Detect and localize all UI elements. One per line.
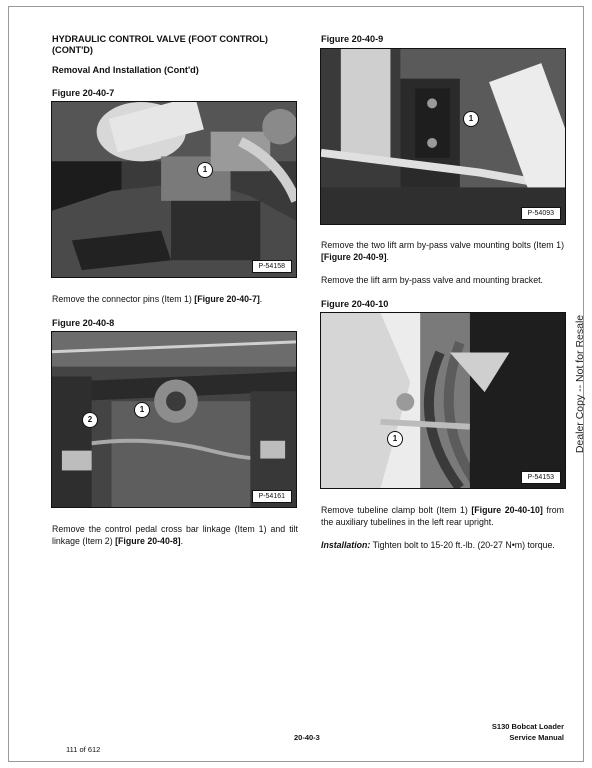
paragraph-text: Tighten bolt to 15-20 ft.-lb. (20-27 N•m) torque. xyxy=(370,540,555,550)
paragraph-end: . xyxy=(386,251,389,262)
callout-2: 2 xyxy=(82,412,98,428)
paragraph-text: Remove tubeline clamp bolt (Item 1) xyxy=(321,505,472,515)
paragraph-text: Remove the two lift arm by-pass valve mounting bolts (Item 1) xyxy=(321,240,564,250)
section-subtitle: Removal And Installation (Cont'd) xyxy=(52,65,199,75)
paragraph-tubeline-clamp xyxy=(321,505,564,528)
figure-label-7: Figure 20-40-7 xyxy=(52,88,115,98)
callout-1: 1 xyxy=(134,402,150,418)
page-count: 111 of 612 xyxy=(66,745,101,754)
photo-tag: P-54153 xyxy=(521,471,561,484)
figure-label-9: Figure 20-40-9 xyxy=(321,34,384,44)
paragraph-end: . xyxy=(259,294,263,304)
manual-title: S130 Bobcat Loader xyxy=(491,722,564,731)
paragraph-connector-pins xyxy=(52,294,298,306)
paragraph-text: Remove the control pedal cross bar linkage (Item 1) and tilt linkage (Item 2) xyxy=(52,524,298,546)
paragraph-installation xyxy=(321,540,564,552)
figure-reference: [Figure 20-40-9] xyxy=(321,251,387,262)
manual-subtitle: Service Manual xyxy=(509,733,564,742)
figure-photo-10 xyxy=(320,312,566,489)
figure-label-8: Figure 20-40-8 xyxy=(52,318,115,328)
installation-label: Installation: xyxy=(321,540,371,550)
paragraph-bypass-bracket: Remove the lift arm by-pass valve and mounting bracket. xyxy=(321,275,543,285)
callout-1: 1 xyxy=(197,162,213,178)
photo-bypass-valve xyxy=(321,49,565,224)
photo-tag: P-54161 xyxy=(252,490,292,503)
callout-1: 1 xyxy=(387,431,403,447)
paragraph-text: Remove the connector pins (Item 1) xyxy=(52,294,195,304)
figure-reference: [Figure 20-40-10] xyxy=(471,505,543,515)
section-title: HYDRAULIC CONTROL VALVE (FOOT CONTROL) (CONT'D) xyxy=(52,34,268,55)
photo-tag: P-54093 xyxy=(521,207,561,220)
page-number: 20-40-3 xyxy=(294,733,320,742)
side-watermark: Dealer Copy -- Not for Resale xyxy=(574,314,586,454)
figure-reference: [Figure 20-40-8] xyxy=(115,535,181,546)
paragraph-end: from the auxiliary tubelines in the left rear upright. xyxy=(321,505,564,527)
photo-tubeline-clamp xyxy=(321,313,565,488)
figure-photo-8 xyxy=(51,331,297,508)
paragraph-end: . xyxy=(180,535,184,546)
figure-photo-7 xyxy=(51,101,297,278)
paragraph-pedal-linkage xyxy=(52,524,298,547)
photo-hydraulic-connector xyxy=(52,102,296,277)
callout-1: 1 xyxy=(463,111,479,127)
figure-reference: [Figure 20-40-7] xyxy=(194,294,260,304)
paragraph-bypass-bolts xyxy=(321,240,564,263)
figure-photo-9 xyxy=(320,48,566,225)
figure-label-10: Figure 20-40-10 xyxy=(321,299,389,309)
photo-tag: P-54158 xyxy=(252,260,292,273)
